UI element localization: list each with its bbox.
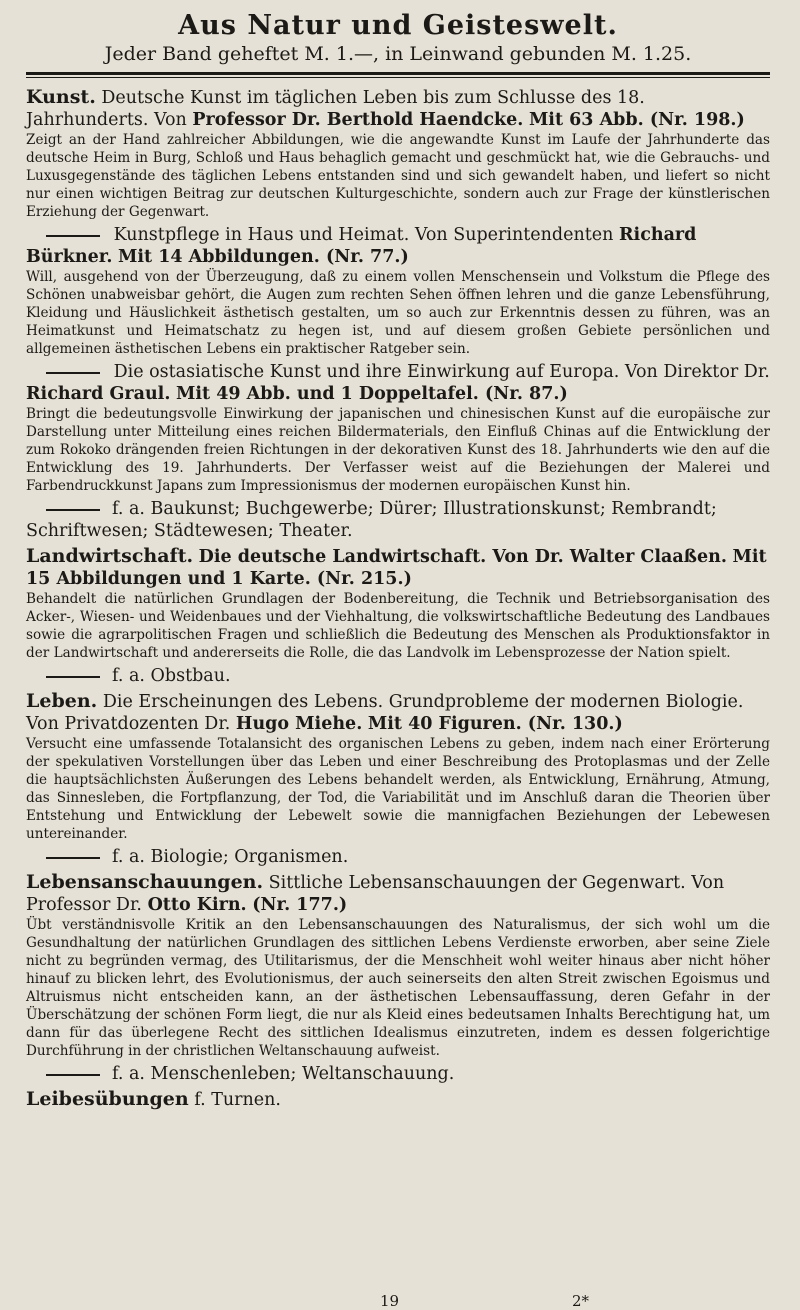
- entry-description: Zeigt an der Hand zahlreicher Abbildungen, wie die angewandte Kunst im Laufe der Jahrhunderte das deutsche Heim in Burg, Schloß und Haus behaglich gemacht und geschmückt hat, wie die Gebrauchs- und Luxusgegenstände des täglichen Lebens entstanden sind und sich gewandelt haben, und liefert so nicht nur einen wichtigen Beitrag zur deutschen Kulturgeschichte, sondern auch zur Frage der künstlerischen Erziehung der Gegenwart.: [26, 132, 770, 220]
- entry-title: Die deutsche Landwirtschaft. Von Dr. Walter Claaßen.: [198, 547, 727, 567]
- entry-title: Sittliche Lebensanschauungen der Gegenwart. Von Professor Dr.: [26, 873, 725, 915]
- cross-reference-text: f. a. Menschenleben; Weltanschauung.: [112, 1064, 455, 1084]
- page-number: 19: [380, 1292, 400, 1310]
- entry-meta: Mit 15 Abbildungen und 1 Karte. (Nr. 215.): [26, 547, 767, 589]
- printer-signature: 2*: [572, 1292, 590, 1310]
- entry-kunst: [26, 86, 770, 221]
- header-rule-thick: [26, 72, 770, 75]
- entry-title: Die ostasiatische Kunst und ihre Einwirkung auf Europa. Von Direktor Dr.: [113, 362, 770, 382]
- cross-reference-kunst: [26, 498, 770, 542]
- cross-reference-landwirtschaft: [26, 665, 770, 687]
- cross-reference-text: f. Turnen.: [194, 1090, 281, 1110]
- entry-meta: Mit 63 Abb. (Nr. 198.): [528, 110, 745, 130]
- entry-meta: Mit 49 Abb. und 1 Doppeltafel. (Nr. 87.): [176, 384, 568, 404]
- header-rule-thin: [26, 77, 770, 78]
- price-note: Jeder Band geheftet M. 1.—, in Leinwand gebunden M. 1.25.: [104, 43, 692, 65]
- entry-meta: Mit 14 Abbildungen. (Nr. 77.): [118, 247, 409, 267]
- entry-keyword: Landwirtschaft.: [26, 545, 194, 567]
- entry-lebensanschauungen: [26, 871, 770, 1060]
- entry-author: Professor Dr. Berthold Haendcke.: [192, 110, 524, 130]
- series-title: Aus Natur und Geisteswelt.: [178, 10, 618, 41]
- cross-reference-text: f. a. Biologie; Organismen.: [112, 847, 349, 867]
- entry-description: Versucht eine umfassende Totalansicht des organischen Lebens zu geben, indem nach einer Erörterung der spekulativen Vorstellungen über das Leben und einer Beschreibung des Protoplasmas und der Zelle die hauptsächlichsten Äußerungen des Lebens behandelt werden, als Entwicklung, Ernährung, Atmung, das Sinnesleben, die Fortpflanzung, der Tod, die Variabilität und im Anschluß daran die Theorien über Entstehung und Entwicklung der Lebewelt sowie die mannigfachen Beziehungen der Lebewesen untereinander.: [26, 736, 770, 842]
- entry-description: Bringt die bedeutungsvolle Einwirkung der japanischen und chinesischen Kunst auf die europäische zur Darstellung unter Mitteilung eines reichen Bildermaterials, den Einfluß Chinas auf die Entwicklung der zum Rokoko drängenden freien Richtungen in der dekorativen Kunst des 18. Jahrhunderts wie den auf die Entwicklung des 19. Jahrhunderts. Der Verfasser weist auf die Beziehungen der Malerei und Farbendruckkunst Japans zum Impressionismus der modernen europäischen Kunst hin.: [26, 406, 770, 494]
- cross-reference-text: f. a. Baukunst; Buchgewerbe; Dürer; Illustrationskunst; Rembrandt; Schriftwesen; Städtewesen; Theater.: [26, 499, 717, 541]
- entry-leibesuebungen: [26, 1088, 770, 1111]
- dash-rule: [46, 676, 100, 678]
- cross-reference-leben: [26, 846, 770, 868]
- entry-description: Will, ausgehend von der Überzeugung, daß zu einem vollen Menschensein und Volkstum die Pflege des Schönen unabweisbar gehört, die Augen zum rechten Sehen öffnen lehren und die ganze Lebensführung, Kleidung und Häuslichkeit ästhetisch gestalten, um so auch zur Erkenntnis dessen zu führen, was an Heimatkunst und Heimatschatz zu hegen ist, und auf diesem großen Gebiete persönlichen und allgemeinen ästhetischen Lebens ein praktischer Ratgeber sein.: [26, 269, 770, 357]
- dash-rule: [46, 1074, 100, 1076]
- entry-landwirtschaft: [26, 545, 770, 662]
- entry-ostasiatische-kunst: [26, 361, 770, 495]
- entry-leben: [26, 690, 770, 843]
- entry-author: Hugo Miehe.: [235, 714, 363, 734]
- entry-keyword: Kunst.: [26, 86, 96, 108]
- entry-keyword: Lebensanschauungen.: [26, 871, 264, 893]
- entry-author: Otto Kirn.: [147, 895, 247, 915]
- entry-keyword: Leibesübungen: [26, 1088, 189, 1110]
- entry-description: Übt verständnisvolle Kritik an den Lebensanschauungen des Naturalismus, der sich wohl um die Gesundhaltung der natürlichen Grundlagen des sittlichen Lebens Verdienste erworben, aber seine Ziele nicht zu begründen vermag, des Utilitarismus, der die Menschheit wohl weiter hinaus aber nicht höher hinauf zu blicken lehrt, des Evolutionismus, der auch seinerseits den alten Streit zwischen Egoismus und Altruismus nicht entscheiden kann, an der ästhetischen Lebensauffassung, deren Gefahr in der Überschätzung der schönen Form liegt, die nur als Kleid eines bedeutsamen Inhalts Berechtigung hat, um dann für das überlegene Recht des sittlichen Idealismus einzutreten, indem es dessen folgerichtige Durchführung in der christlichen Weltanschauung aufweist.: [26, 917, 770, 1059]
- dash-rule: [46, 372, 100, 374]
- entry-author: Richard Graul.: [26, 384, 171, 404]
- dash-rule: [46, 509, 100, 511]
- entry-meta: Mit 40 Figuren. (Nr. 130.): [367, 714, 623, 734]
- entry-title: Die Erscheinungen des Lebens. Grundprobleme der modernen Biologie. Von Privatdozenten Dr.: [26, 692, 744, 734]
- entry-title: Deutsche Kunst im täglichen Leben bis zum Schlusse des 18. Jahrhunderts. Von: [26, 88, 645, 130]
- cross-reference-lebensanschauungen: [26, 1063, 770, 1085]
- entry-author: Richard Bürkner.: [26, 225, 697, 267]
- dash-rule: [46, 857, 100, 859]
- entry-kunstpflege: [26, 224, 770, 358]
- entry-description: Behandelt die natürlichen Grundlagen der Bodenbereitung, die Technik und Betriebsorganisation des Acker-, Wiesen- und Weidenbaues und der Viehhaltung, die volkswirtschaftliche Bedeutung des Landbaues sowie die agrarpolitischen Fragen und schließlich die Bedeutung des Menschen als Produktionsfaktor in der Landwirtschaft und andererseits die Rolle, die das Landvolk im Lebensprozesse der Nation spielt.: [26, 591, 770, 661]
- entry-meta: (Nr. 177.): [252, 895, 348, 915]
- dash-rule: [46, 235, 100, 237]
- cross-reference-text: f. a. Obstbau.: [112, 666, 231, 686]
- entry-keyword: Leben.: [26, 690, 98, 712]
- entry-title: Kunstpflege in Haus und Heimat. Von Superintendenten: [113, 225, 614, 245]
